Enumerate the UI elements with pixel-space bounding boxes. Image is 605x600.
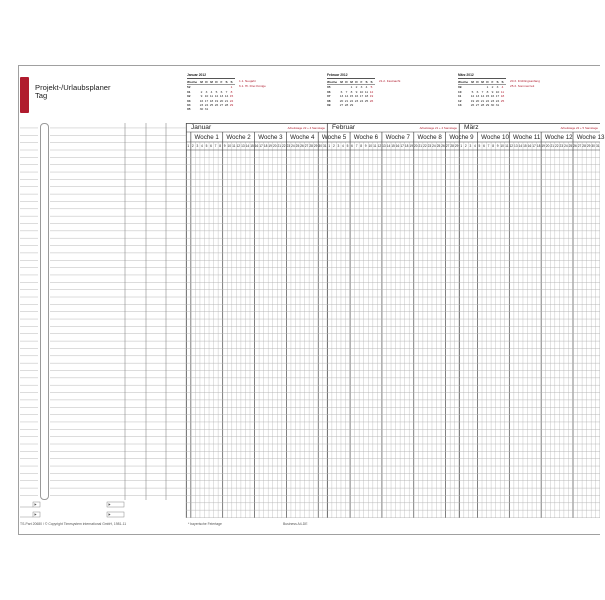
binding-strip xyxy=(40,123,49,500)
day-number: 7 xyxy=(355,144,358,148)
month-name: März xyxy=(463,123,479,131)
week-number: 06 xyxy=(327,89,331,94)
day-number: 4 xyxy=(210,89,213,94)
mini-calendar xyxy=(187,73,235,112)
holiday-note: 20.3. Frühlingsanfang xyxy=(510,78,540,83)
weekday-label: D xyxy=(215,80,218,84)
format-label: Business A4-DE xyxy=(283,522,308,526)
week-label: Woche 7 xyxy=(385,133,410,141)
day-number: 21 xyxy=(224,98,229,103)
week-number: 05 xyxy=(187,107,191,112)
holiday-note: 21.2. Fastnacht xyxy=(379,78,401,83)
weekday-label: S xyxy=(225,80,228,84)
day-number: 25 xyxy=(500,98,505,103)
weekday-label: M xyxy=(481,80,484,84)
weekday-label: S xyxy=(496,80,499,84)
day-number: 25 xyxy=(436,144,441,148)
day-number: 18 xyxy=(536,144,541,148)
day-number: 4 xyxy=(501,85,504,90)
day-number: 14 xyxy=(518,144,523,148)
day-number: 22 xyxy=(423,144,427,148)
weekday-label: Woche xyxy=(327,80,338,84)
day-number: 29 xyxy=(313,144,318,148)
grid-lines xyxy=(186,123,600,518)
weekday-label: S xyxy=(370,80,373,84)
day-number: 31 xyxy=(595,144,600,148)
day-number: 26 xyxy=(369,98,374,103)
day-number: 3 xyxy=(496,85,499,90)
day-number: 13 xyxy=(382,144,386,148)
day-number: 2 xyxy=(200,89,203,94)
day-number: 30 xyxy=(199,107,204,112)
day-number: 23 xyxy=(286,144,291,148)
day-number: 14 xyxy=(245,144,250,148)
day-number: 12 xyxy=(369,89,374,94)
week-number: 03 xyxy=(187,98,191,103)
month-header xyxy=(459,123,600,132)
day-number: 14 xyxy=(480,94,485,99)
day-number: 1 xyxy=(187,144,190,148)
mini-calendar-title: März 2012 xyxy=(458,73,506,79)
week-header xyxy=(445,132,477,142)
week-header xyxy=(350,132,382,142)
day-number xyxy=(500,103,505,107)
day-number: 7 xyxy=(345,89,348,94)
week-label: Woche 2 xyxy=(226,133,251,141)
week-number: 04 xyxy=(187,102,191,107)
day-number: 3 xyxy=(196,144,199,148)
day-number: 5 xyxy=(205,144,208,148)
day-number: 25 xyxy=(295,144,300,148)
day-number: 7 xyxy=(487,144,490,148)
week-header xyxy=(541,132,573,142)
day-number: 6 xyxy=(351,144,353,148)
day-number: 18 xyxy=(500,94,505,99)
day-number: 13 xyxy=(475,94,480,99)
day-number: 13 xyxy=(339,94,344,99)
weekday-label: S xyxy=(365,80,368,84)
day-number: 25 xyxy=(568,144,573,148)
planner-grid xyxy=(186,123,605,518)
week-header xyxy=(477,132,509,142)
page-title xyxy=(35,84,111,101)
week-number: 09 xyxy=(458,85,462,90)
week-label: Woche 10 xyxy=(481,133,509,141)
day-number: 22 xyxy=(349,98,354,103)
day-number: 24 xyxy=(495,98,500,103)
day-number: 1 xyxy=(230,85,233,90)
week-label: Woche 12 xyxy=(544,133,573,141)
month-header xyxy=(327,123,459,132)
day-number: 14 xyxy=(224,94,229,99)
day-number: 28 xyxy=(450,144,454,148)
day-number: 5 xyxy=(346,144,349,148)
day-number: 21 xyxy=(277,144,282,148)
month-name: Januar xyxy=(191,123,212,131)
day-number: 24 xyxy=(291,144,295,148)
day-number: 24 xyxy=(564,144,568,148)
week-header xyxy=(254,132,286,142)
day-number: 28 xyxy=(480,102,485,107)
day-number: 28 xyxy=(224,102,229,107)
day-number: 8 xyxy=(350,89,353,94)
day-number: 17 xyxy=(532,144,536,148)
day-number: 20 xyxy=(219,98,224,103)
day-number: 9 xyxy=(364,144,367,148)
day-number: 19 xyxy=(470,98,475,103)
page-title-line-1: Projekt-/Urlaubsplaner xyxy=(35,83,111,92)
day-number: 3 xyxy=(337,144,340,148)
week-label: Woche 1 xyxy=(194,133,219,141)
day-number: 29 xyxy=(454,144,459,148)
day-number: 5 xyxy=(471,89,474,94)
day-number: 22 xyxy=(555,144,559,148)
weekday-label: S xyxy=(230,80,233,84)
month-header xyxy=(186,123,327,132)
day-number: 18 xyxy=(209,98,214,103)
week-header xyxy=(413,132,445,142)
day-number: 12 xyxy=(470,94,475,99)
day-number: 23 xyxy=(427,144,432,148)
holiday-notes xyxy=(379,79,400,84)
day-number: 7 xyxy=(481,89,484,94)
day-number: 19 xyxy=(369,94,374,99)
week-label: Woche 9 xyxy=(449,133,474,141)
day-number: 4 xyxy=(342,144,344,148)
day-number: 6 xyxy=(210,144,212,148)
day-number: 19 xyxy=(541,144,545,148)
week-header xyxy=(222,132,254,142)
week-number: 12 xyxy=(458,98,462,103)
day-number: 29 xyxy=(586,144,591,148)
day-number: 26 xyxy=(441,144,445,148)
day-number: 16 xyxy=(527,144,532,148)
week-label: Woche 8 xyxy=(417,133,442,141)
day-number: 6 xyxy=(483,144,485,148)
day-number: 28 xyxy=(309,144,313,148)
day-number: 1 xyxy=(328,144,331,148)
day-number: 11 xyxy=(500,89,505,94)
day-number: 30 xyxy=(318,144,322,148)
day-number xyxy=(369,103,374,107)
day-number: 26 xyxy=(470,102,475,107)
week-number: 13 xyxy=(458,102,462,107)
day-number: 30 xyxy=(591,144,595,148)
day-number: 19 xyxy=(268,144,272,148)
day-number: 6 xyxy=(476,89,479,94)
day-number: 1 xyxy=(460,144,463,148)
week-number: 10 xyxy=(458,89,462,94)
weekday-label: D xyxy=(355,80,358,84)
week-number: 11 xyxy=(458,94,462,99)
day-number: 17 xyxy=(204,98,209,103)
day-number: 15 xyxy=(349,94,354,99)
day-number: 27 xyxy=(339,102,344,107)
week-label: Woche 13 xyxy=(576,133,605,141)
day-number: 21 xyxy=(418,144,423,148)
day-number xyxy=(229,107,234,111)
day-number: 12 xyxy=(509,144,514,148)
week-number: 07 xyxy=(327,94,331,99)
day-number: 6 xyxy=(220,89,223,94)
day-number: 23 xyxy=(559,144,564,148)
day-number: 27 xyxy=(445,144,450,148)
day-number: 18 xyxy=(364,94,369,99)
day-number: 15 xyxy=(523,144,527,148)
week-number: 05 xyxy=(327,85,331,90)
day-number: 13 xyxy=(219,94,224,99)
day-number: 8 xyxy=(219,144,221,148)
day-number: 8 xyxy=(360,144,363,148)
day-number: 25 xyxy=(209,102,214,107)
day-number: 4 xyxy=(473,144,476,148)
week-label: Woche 11 xyxy=(513,133,541,141)
holiday-note: 6.1. Hl. Drei Könige xyxy=(239,83,266,88)
weekday-label: M xyxy=(471,80,474,84)
week-label: Woche 5 xyxy=(321,133,347,141)
day-number: 10 xyxy=(204,94,209,99)
weekday-label: D xyxy=(476,80,479,84)
day-number: 21 xyxy=(480,98,485,103)
weekday-label: F xyxy=(491,80,494,84)
day-number: 1 xyxy=(350,85,353,90)
mini-calendar-title: Februar 2012 xyxy=(327,73,375,79)
day-number: 17 xyxy=(259,144,263,148)
day-number: 23 xyxy=(199,102,204,107)
day-number: 22 xyxy=(229,98,234,103)
day-number: 19 xyxy=(214,98,219,103)
day-number: 16 xyxy=(254,144,259,148)
day-number: 23 xyxy=(490,98,495,103)
day-number: 8 xyxy=(230,89,233,94)
day-number: 17 xyxy=(359,94,364,99)
weekday-label: Woche xyxy=(458,80,469,84)
mini-calendar xyxy=(458,73,506,107)
week-header xyxy=(573,132,605,142)
week-header xyxy=(382,132,414,142)
day-number: 27 xyxy=(577,144,582,148)
day-number: 25 xyxy=(364,98,369,103)
week-number: 02 xyxy=(187,94,191,99)
day-number: 14 xyxy=(344,94,349,99)
weekday-label: D xyxy=(345,80,348,84)
day-number: 15 xyxy=(229,94,234,99)
day-number: 11 xyxy=(364,89,369,94)
day-number: 10 xyxy=(500,144,504,148)
month-working-days-note: Arbeitstage 22 + 4 Samstage xyxy=(287,125,326,130)
day-number: 9 xyxy=(496,144,499,148)
day-number: 11 xyxy=(232,144,236,148)
weekday-label: F xyxy=(360,80,363,84)
day-number: 1 xyxy=(486,85,489,90)
day-number: 26 xyxy=(573,144,577,148)
day-number: 11 xyxy=(505,144,509,148)
day-number: 9 xyxy=(491,89,494,94)
day-number: 24 xyxy=(432,144,436,148)
day-number: 20 xyxy=(545,144,550,148)
day-number: 9 xyxy=(200,94,203,99)
day-number: 16 xyxy=(395,144,400,148)
day-number: 20 xyxy=(475,98,480,103)
day-number: 2 xyxy=(464,144,467,148)
week-number: 09 xyxy=(327,102,331,107)
day-number: 2 xyxy=(355,85,358,90)
day-number: 27 xyxy=(219,102,224,107)
day-number: 31 xyxy=(322,144,327,148)
day-number: 19 xyxy=(409,144,413,148)
day-number: 16 xyxy=(490,94,495,99)
day-number: 5 xyxy=(370,85,373,90)
weekday-label: M xyxy=(200,80,203,84)
day-number: 10 xyxy=(495,89,500,94)
day-number: 24 xyxy=(359,98,364,103)
week-label: Woche 3 xyxy=(258,133,283,141)
weekday-label: F xyxy=(220,80,223,84)
day-number: 30 xyxy=(490,102,495,107)
day-number: 27 xyxy=(475,102,480,107)
day-number: 4 xyxy=(201,144,203,148)
day-number: 26 xyxy=(300,144,304,148)
mini-calendar-week xyxy=(327,103,375,107)
day-number: 28 xyxy=(582,144,586,148)
day-number: 2 xyxy=(491,85,494,90)
day-number: 23 xyxy=(354,98,359,103)
holiday-notes xyxy=(510,79,540,90)
day-number: 26 xyxy=(214,102,219,107)
day-number: 13 xyxy=(514,144,518,148)
weekday-label: M xyxy=(210,80,213,84)
day-number: 14 xyxy=(386,144,391,148)
day-number: 31 xyxy=(495,102,500,107)
mini-calendar-title: Januar 2012 xyxy=(187,73,235,79)
day-number: 2 xyxy=(332,144,335,148)
day-number: 27 xyxy=(304,144,309,148)
day-number: 8 xyxy=(486,89,489,94)
holiday-note: 1.1. Neujahr xyxy=(239,78,256,83)
week-label: Woche 4 xyxy=(290,133,315,141)
week-header xyxy=(286,132,318,142)
day-number: 7 xyxy=(225,89,228,94)
day-number: 10 xyxy=(359,89,364,94)
holiday-note: 25.3. Sommerzeit xyxy=(510,83,535,88)
day-number: 3 xyxy=(469,144,472,148)
day-number: 3 xyxy=(360,85,363,90)
day-number: 29 xyxy=(229,102,234,107)
day-number: 22 xyxy=(282,144,286,148)
day-number: 11 xyxy=(373,144,377,148)
week-number: 52 xyxy=(187,85,191,90)
day-number: 29 xyxy=(349,102,354,107)
day-number: 28 xyxy=(344,102,349,107)
day-number: 24 xyxy=(204,102,209,107)
weekday-label: S xyxy=(501,80,504,84)
weekday-label: Woche xyxy=(187,80,198,84)
day-number: 21 xyxy=(550,144,554,148)
day-number: 29 xyxy=(485,102,490,107)
week-header xyxy=(318,132,350,142)
day-number: 16 xyxy=(199,98,204,103)
day-number: 5 xyxy=(215,89,218,94)
day-number: 8 xyxy=(492,144,494,148)
day-number: 2 xyxy=(191,144,194,148)
day-number: 18 xyxy=(404,144,409,148)
day-number: 20 xyxy=(413,144,418,148)
day-number: 7 xyxy=(214,144,217,148)
day-number: 17 xyxy=(495,94,500,99)
weekday-label: D xyxy=(205,80,208,84)
day-number: 22 xyxy=(485,98,490,103)
day-number: 9 xyxy=(223,144,226,148)
day-number: 5 xyxy=(478,144,481,148)
day-number: 12 xyxy=(377,144,382,148)
mini-calendar-week xyxy=(187,107,235,111)
week-header xyxy=(509,132,541,142)
day-number: 15 xyxy=(391,144,395,148)
month-working-days-note: Arbeitstage 22 + 5 Samstage xyxy=(560,125,598,130)
day-number: 12 xyxy=(236,144,241,148)
day-number: 17 xyxy=(400,144,404,148)
weekday-label: D xyxy=(486,80,489,84)
week-number: 01 xyxy=(187,89,191,94)
day-number: 4 xyxy=(365,85,368,90)
day-number: 9 xyxy=(355,89,358,94)
day-number: 10 xyxy=(368,144,373,148)
week-number: 08 xyxy=(327,98,331,103)
month-name: Februar xyxy=(332,123,356,131)
holiday-footnote: * bayerische Feiertage xyxy=(188,522,222,526)
day-number: 20 xyxy=(272,144,277,148)
week-label: Woche 6 xyxy=(353,133,379,141)
day-number: 13 xyxy=(241,144,245,148)
weekday-label: M xyxy=(340,80,343,84)
day-number: 31 xyxy=(204,107,209,112)
week-header xyxy=(191,132,223,142)
page-title-line-2: Tag xyxy=(35,91,48,101)
day-number: 15 xyxy=(485,94,490,99)
brand-bar xyxy=(20,77,29,113)
month-working-days-note: Arbeitstage 21 + 4 Samstage xyxy=(419,125,457,130)
day-number: 15 xyxy=(250,144,254,148)
day-number: 20 xyxy=(339,98,344,103)
copyright-text: TS-Part 20680 / © Copyright Timesystem international GmbH, 1981-11 xyxy=(20,522,127,526)
mini-calendar-week xyxy=(458,103,506,107)
day-number: 12 xyxy=(214,94,219,99)
holiday-notes xyxy=(239,79,266,90)
mini-calendar xyxy=(327,73,375,107)
day-number: 16 xyxy=(354,94,359,99)
day-number: 21 xyxy=(344,98,349,103)
day-number: 18 xyxy=(263,144,268,148)
day-number: 11 xyxy=(209,94,214,99)
day-number: 6 xyxy=(340,89,343,94)
weekday-label: M xyxy=(350,80,353,84)
day-number: 3 xyxy=(205,89,208,94)
day-number: 10 xyxy=(227,144,231,148)
